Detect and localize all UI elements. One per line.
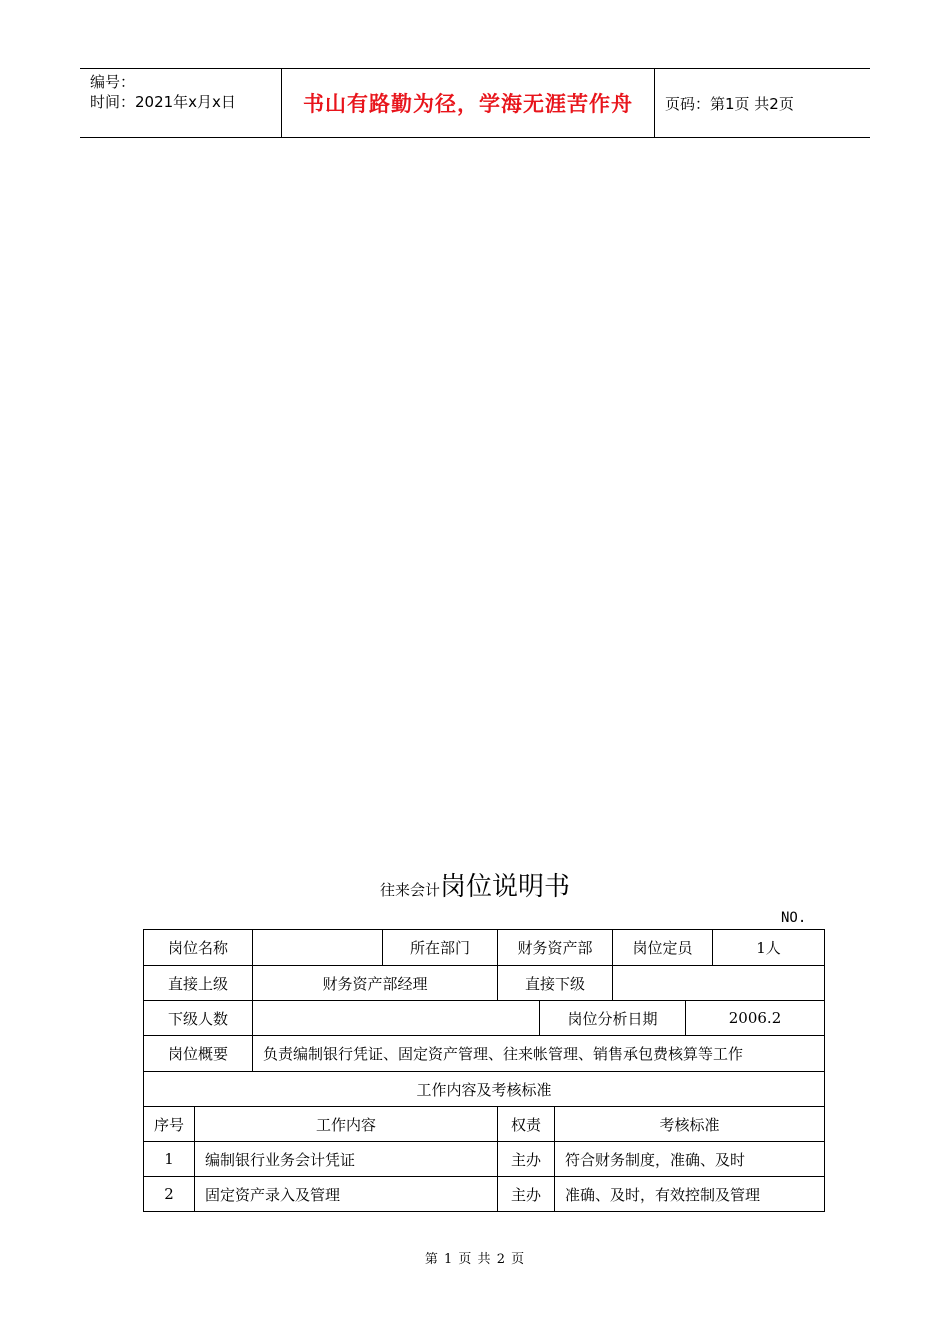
task-standard: 准确、及时，有效控制及管理 — [565, 1185, 761, 1204]
column-seq: 序号 — [144, 1107, 195, 1141]
task-seq: 2 — [144, 1177, 195, 1211]
page-header — [80, 68, 870, 138]
header-page-cell — [655, 69, 870, 137]
superior-label: 直接上级 — [144, 966, 253, 1000]
task-seq: 1 — [144, 1142, 195, 1176]
motto: 书山有路勤为径，学海无涯苦作舟 — [303, 92, 633, 116]
task-role: 主办 — [498, 1177, 555, 1211]
analysis-date-value: 2006.2 — [728, 1009, 782, 1027]
department-label: 所在部门 — [383, 930, 498, 965]
date-label: 时间：2021年x月x日 — [90, 93, 236, 111]
analysis-date-label: 岗位分析日期 — [540, 1001, 686, 1035]
staffing-label: 岗位定员 — [613, 930, 713, 965]
title-prefix: 往来会计 — [379, 881, 440, 899]
summary-value: 负责编制银行凭证、固定资产管理、往来帐管理、销售承包费核算等工作 — [263, 1045, 744, 1063]
table-row — [144, 966, 824, 1001]
table-row — [144, 1177, 824, 1211]
column-content: 工作内容 — [195, 1107, 498, 1141]
title-main: 岗位说明书 — [440, 872, 571, 902]
subordinate-label: 直接下级 — [498, 966, 613, 1000]
table-row — [144, 930, 824, 966]
table-row — [144, 1001, 824, 1036]
document-title — [0, 866, 950, 903]
department-value: 财务资产部 — [498, 930, 613, 965]
table-row — [144, 1036, 824, 1072]
section-title: 工作内容及考核标准 — [416, 1080, 552, 1099]
page-label: 页码：第1页 共2页 — [665, 94, 794, 113]
task-content: 编制银行业务会计凭证 — [195, 1142, 498, 1176]
position-name-label: 岗位名称 — [144, 930, 253, 965]
number-label: 编号： — [90, 73, 136, 91]
section-title-row — [144, 1072, 824, 1107]
table-row — [144, 1142, 824, 1177]
task-content: 固定资产录入及管理 — [195, 1177, 498, 1211]
superior-value: 财务资产部经理 — [253, 966, 498, 1000]
header-meta — [80, 69, 282, 137]
subordinate-count-label: 下级人数 — [144, 1001, 253, 1035]
summary-label: 岗位概要 — [144, 1036, 253, 1071]
position-name-value — [253, 930, 383, 965]
column-role: 权责 — [498, 1107, 555, 1141]
header-motto-cell — [282, 69, 655, 137]
page-footer: 第 1 页 共 2 页 — [424, 1252, 526, 1267]
subordinate-value — [613, 966, 824, 1000]
task-role: 主办 — [498, 1142, 555, 1176]
number-no: NO. — [781, 910, 807, 926]
staffing-value: 1人 — [756, 939, 781, 957]
task-standard: 符合财务制度，准确、及时 — [565, 1150, 746, 1169]
job-description-table — [143, 929, 825, 1212]
column-standard: 考核标准 — [659, 1115, 720, 1134]
subordinate-count-value — [253, 1001, 540, 1035]
table-header-row — [144, 1107, 824, 1142]
